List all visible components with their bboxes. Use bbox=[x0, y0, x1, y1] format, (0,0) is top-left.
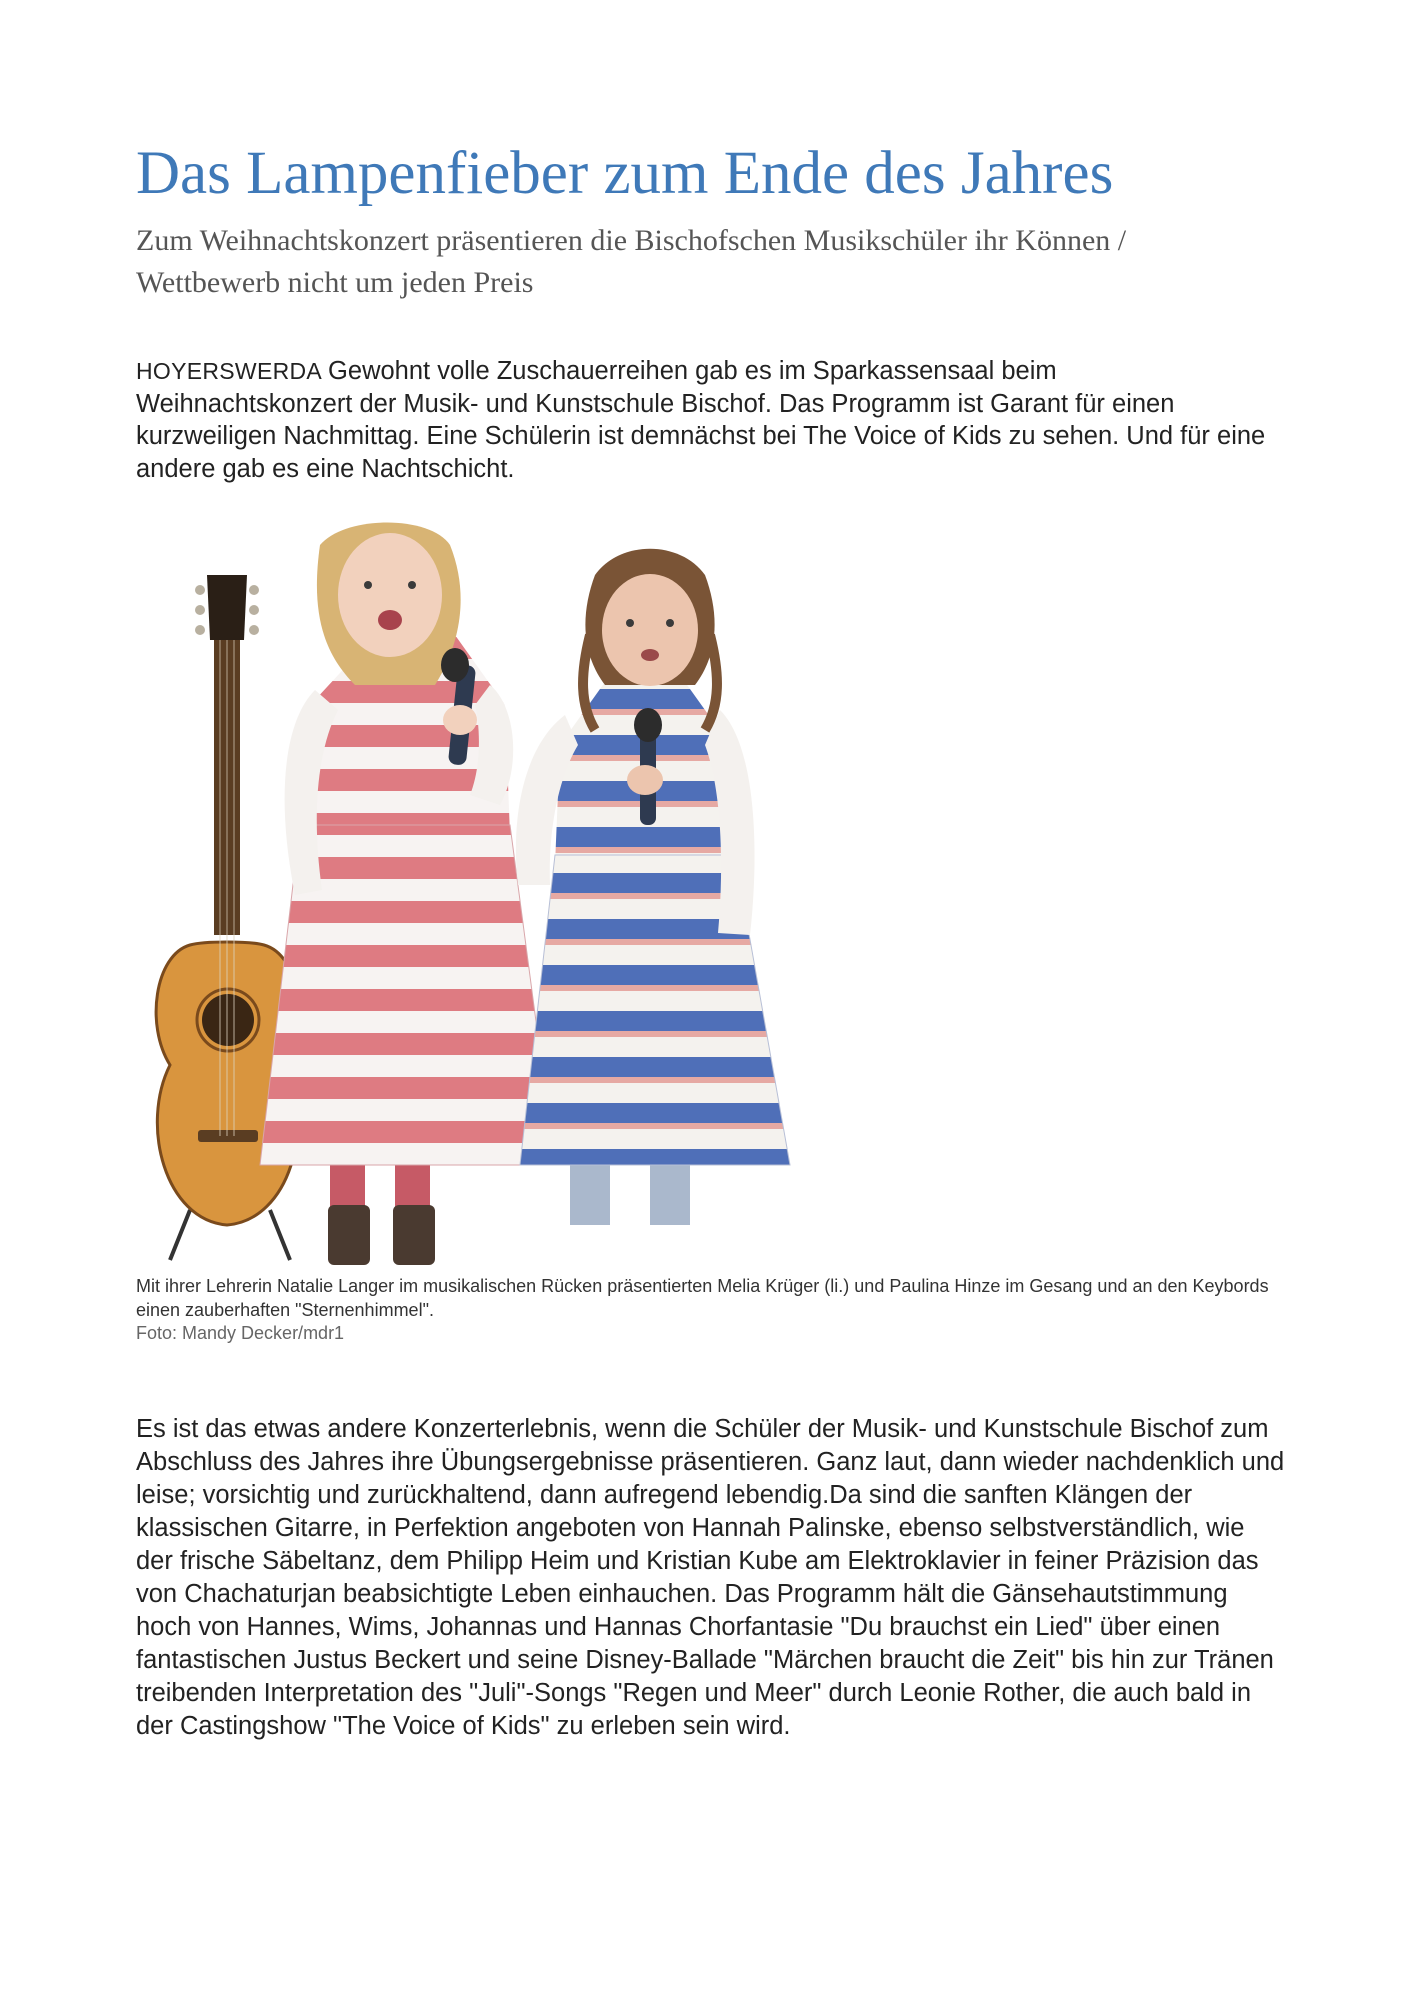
article-photo bbox=[150, 505, 890, 1265]
article-body: Es ist das etwas andere Konzerterlebnis, wenn die Schüler der Musik- und Kunstschule Bischof zum Abschluss des Jahres ihre Übungsergebnisse präsentieren. Ganz laut, dann wieder nachdenklich und leise; vorsichtig und zurückhaltend, dann aufregend lebendig.Da sind die sanften Klängen der klassischen Gitarre, in Perfektion angeboten von Hannah Palinske, ebenso selbstverständlich, wie der frische Säbeltanz, dem Philipp Heim und Kristian Kube am Elektroklavier in feiner Präzision das von Chachaturjan beabsichtigte Leben einhauchen. Das Programm hält die Gänsehautstimmung hoch von Hannes, Wims, Johannas und Hannas Chorfantasie "Du brauchst ein Lied" über einen fantastischen Justus Beckert und seine Disney-Ballade "Märchen braucht die Zeit" bis hin zur Tränen treibenden Interpretation des "Juli"-Songs "Regen und Meer" durch Leonie Rother, die auch bald in der Castingshow "The Voice of Kids" zu erleben sein wird. bbox=[136, 1415, 1285, 1740]
lead-text: Gewohnt volle Zuschauerreihen gab es im Sparkassensaal beim Weihnachtskonzert der Musik- und Kunstschule Bischof. Das Programm ist Garant für einen kurzweiligen Nachmittag. Eine Schülerin ist demnächst bei The Voice of Kids zu sehen. Und für eine andere gab es eine Nachtschicht. bbox=[136, 357, 1266, 483]
singer-right-illustration bbox=[516, 549, 790, 1225]
photo-caption: Mit ihrer Lehrerin Natalie Langer im musikalischen Rücken präsentierten Melia Krüger (li.) und Paulina Hinze im Gesang und an den Keybords einen zauberhaften "Sternenhimmel". bbox=[136, 1276, 1269, 1320]
article-lead bbox=[136, 355, 1276, 485]
dateline: HOYERSWERDA bbox=[136, 358, 323, 384]
article-subheadline bbox=[136, 220, 1286, 304]
singer-left-illustration bbox=[260, 523, 555, 1266]
photo-credit: Foto: Mandy Decker/mdr1 bbox=[136, 1323, 345, 1343]
subheadline-line-2: Wettbewerb nicht um jeden Preis bbox=[136, 266, 534, 299]
subheadline-line-1: Zum Weihnachtskonzert präsentieren die Bischofschen Musikschüler ihr Können / bbox=[136, 224, 1127, 257]
article-headline: Das Lampenfieber zum Ende des Jahres bbox=[136, 140, 1114, 207]
